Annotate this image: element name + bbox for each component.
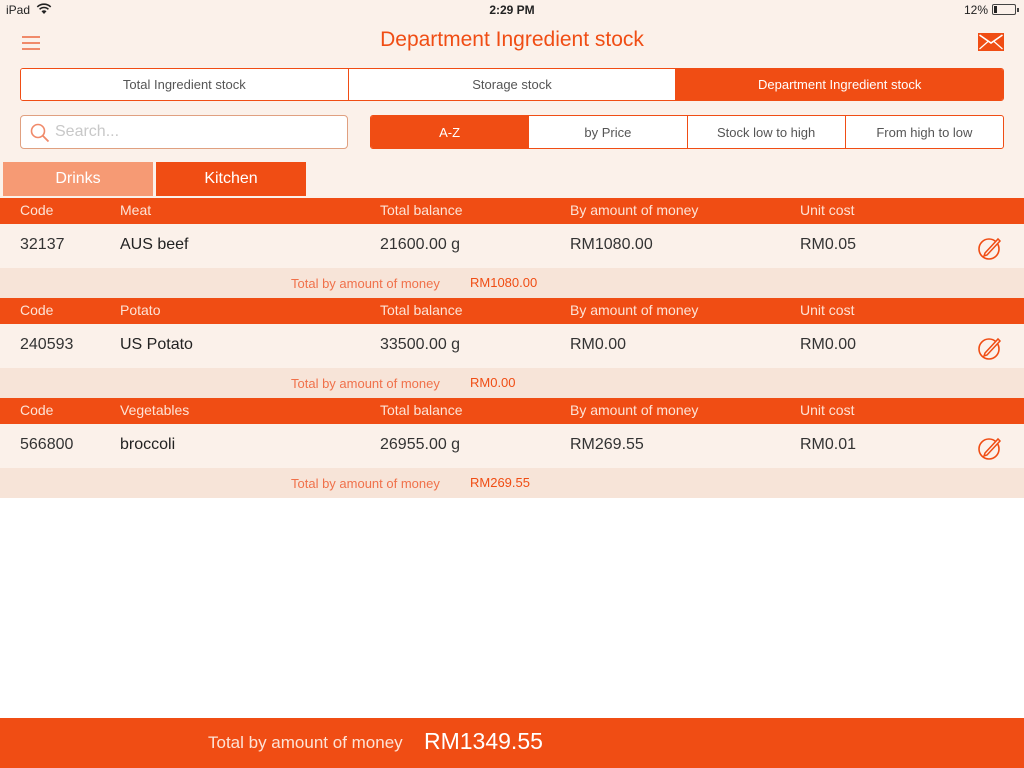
edit-icon[interactable]	[976, 234, 1004, 262]
column-unit-cost: Unit cost	[800, 202, 855, 218]
search-box[interactable]	[20, 115, 348, 149]
tab-total-ingredient-stock[interactable]: Total Ingredient stock	[21, 69, 349, 100]
item-name: US Potato	[120, 336, 193, 353]
status-bar	[0, 0, 1024, 20]
category-total-label: Total by amount of money	[291, 476, 440, 491]
tab-storage-stock[interactable]: Storage stock	[349, 69, 677, 100]
stock-type-tabs	[20, 68, 1004, 101]
category-total-value: RM1080.00	[470, 275, 538, 290]
category-total-value: RM0.00	[470, 375, 516, 390]
item-unit-cost: RM0.05	[800, 236, 857, 253]
edit-icon[interactable]	[976, 434, 1004, 462]
grand-total-bar	[0, 718, 1024, 768]
item-unit-cost: RM0.01	[800, 436, 857, 453]
category-footer	[0, 468, 1024, 498]
sort-options	[370, 115, 1004, 149]
table-row[interactable]	[0, 324, 1024, 368]
sort-a-z-button[interactable]: A-Z	[371, 116, 529, 148]
status-time: 2:29 PM	[489, 3, 535, 17]
column-total-balance: Total balance	[380, 402, 463, 418]
search-input[interactable]	[55, 116, 341, 148]
category-name: Meat	[120, 202, 152, 218]
column-unit-cost: Unit cost	[800, 302, 855, 318]
column-amount: By amount of money	[570, 202, 699, 218]
sort-stock-low-to-high-button[interactable]: Stock low to high	[688, 116, 846, 148]
column-amount: By amount of money	[570, 302, 699, 318]
item-total-balance: 21600.00 g	[380, 236, 461, 253]
item-unit-cost: RM0.00	[800, 336, 857, 353]
sort-by-price-button[interactable]: by Price	[529, 116, 687, 148]
item-amount: RM269.55	[570, 436, 644, 453]
item-amount: RM1080.00	[570, 236, 653, 253]
table-row[interactable]	[0, 424, 1024, 468]
page-title: Department Ingredient stock	[380, 28, 644, 51]
column-code: Code	[20, 402, 54, 418]
category-total-label: Total by amount of money	[291, 376, 440, 391]
column-total-balance: Total balance	[380, 202, 463, 218]
category-header	[0, 198, 1024, 224]
category-meat	[0, 198, 1024, 298]
item-name: broccoli	[120, 436, 176, 453]
department-tab-kitchen[interactable]: Kitchen	[156, 162, 306, 196]
item-code: 32137	[20, 236, 65, 253]
category-header	[0, 398, 1024, 424]
tab-department-ingredient-stock[interactable]: Department Ingredient stock	[676, 69, 1003, 100]
category-total-value: RM269.55	[470, 475, 530, 490]
table-row[interactable]	[0, 224, 1024, 268]
category-header	[0, 298, 1024, 324]
department-tab-drinks[interactable]: Drinks	[3, 162, 153, 196]
item-total-balance: 26955.00 g	[380, 436, 461, 453]
category-vegetables	[0, 398, 1024, 498]
category-potato	[0, 298, 1024, 398]
device-name: iPad	[6, 3, 31, 17]
category-footer	[0, 368, 1024, 398]
category-name: Vegetables	[120, 402, 190, 418]
column-code: Code	[20, 302, 54, 318]
category-name: Potato	[120, 302, 161, 318]
battery-percentage: 12%	[963, 3, 988, 17]
sort-high-to-low-button[interactable]: From high to low	[876, 124, 973, 140]
search-icon	[30, 123, 50, 143]
column-total-balance: Total balance	[380, 302, 463, 318]
edit-icon[interactable]	[976, 334, 1004, 362]
envelope-icon[interactable]	[978, 33, 1004, 51]
battery-level	[994, 6, 997, 13]
column-code: Code	[20, 202, 54, 218]
item-name: AUS beef	[120, 236, 189, 253]
battery-icon	[992, 4, 1016, 15]
category-footer	[0, 268, 1024, 298]
column-amount: By amount of money	[570, 402, 699, 418]
column-unit-cost: Unit cost	[800, 402, 855, 418]
grand-total-label: Total by amount of money	[208, 733, 403, 752]
item-code: 240593	[20, 336, 74, 353]
grand-total-value: RM1349.55	[424, 728, 543, 754]
category-total-label: Total by amount of money	[291, 276, 440, 291]
item-total-balance: 33500.00 g	[380, 336, 461, 353]
item-code: 566800	[20, 436, 74, 453]
item-amount: RM0.00	[570, 336, 627, 353]
